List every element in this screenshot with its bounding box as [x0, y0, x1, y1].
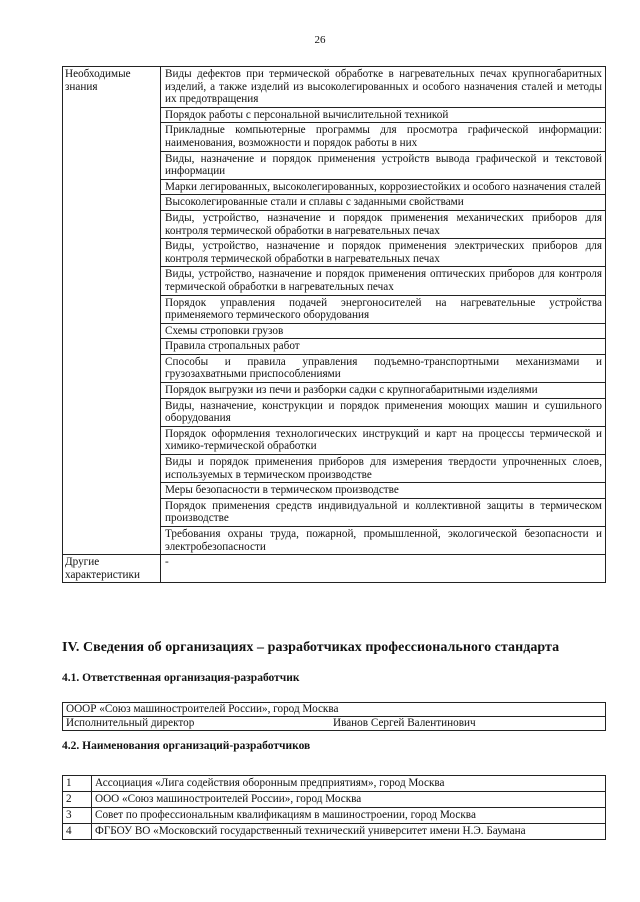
org-signatory-row: [63, 717, 606, 731]
knowledge-label: Необходимые знания: [63, 67, 161, 555]
org-signatory: [63, 717, 606, 731]
other-characteristics-label: Другие характеристики: [63, 555, 161, 583]
knowledge-row: [63, 67, 606, 108]
developer-number: 4: [63, 824, 92, 840]
developer-name: Ассоциация «Лига содействия оборонным предприятиям», город Москва: [92, 776, 606, 792]
knowledge-item: Прикладные компьютерные программы для просмотра графической информации: наименования, возможности и порядок работы в них: [161, 123, 606, 151]
signatory-position: Исполнительный директор: [66, 717, 195, 729]
knowledge-item: Порядок выгрузки из печи и разборки садки с крупногабаритными изделиями: [161, 383, 606, 399]
developer-name: ООО «Союз машиностроителей России», город Москва: [92, 792, 606, 808]
knowledge-item: Виды, назначение, конструкции и порядок применения моющих машин и сушильного оборудования: [161, 398, 606, 426]
knowledge-item: Виды, назначение и порядок применения устройств вывода графической и текстовой информации: [161, 151, 606, 179]
developers-table: [62, 775, 606, 840]
knowledge-item: Схемы строповки грузов: [161, 323, 606, 339]
knowledge-item: Требования охраны труда, пожарной, промышленной, экологической безопасности и электробезопасности: [161, 527, 606, 555]
developer-row: [63, 792, 606, 808]
knowledge-item: Виды и порядок применения приборов для измерения твердости упрочненных слоев, используемых в термическом производстве: [161, 455, 606, 483]
knowledge-item: Высоколегированные стали и сплавы с заданными свойствами: [161, 195, 606, 211]
knowledge-item: Виды, устройство, назначение и порядок применения оптических приборов для контроля термической обработки в нагревательных печах: [161, 267, 606, 295]
org-name-row: [63, 703, 606, 717]
knowledge-item: Порядок управления подачей энергоносителей на нагревательные устройства применяемого термического оборудования: [161, 295, 606, 323]
subsection-title-developers: 4.2. Наименования организаций-разработчиков: [62, 740, 311, 752]
developer-row: [63, 776, 606, 792]
knowledge-item: Виды, устройство, назначение и порядок применения механических приборов для контроля термической обработки в нагревательных печах: [161, 210, 606, 238]
signatory-name: Иванов Сергей Валентинович: [333, 717, 476, 729]
knowledge-item: Марки легированных, высоколегированных, коррозиестойких и особого назначения сталей: [161, 179, 606, 195]
knowledge-item: Меры безопасности в термическом производстве: [161, 483, 606, 499]
knowledge-item: Правила стропальных работ: [161, 339, 606, 355]
knowledge-item: Виды, устройство, назначение и порядок применения электрических приборов для контроля термической обработки в нагревательных печах: [161, 239, 606, 267]
knowledge-item: Способы и правила управления подъемно-транспортными механизмами и грузозахватными приспособлениями: [161, 354, 606, 382]
developer-number: 3: [63, 808, 92, 824]
developer-number: 2: [63, 792, 92, 808]
section-title: IV. Сведения об организациях – разработчиках профессионального стандарта: [62, 640, 560, 655]
knowledge-table: [62, 66, 606, 583]
other-characteristics-row: [63, 555, 606, 583]
knowledge-item: Порядок работы с персональной вычислительной техникой: [161, 107, 606, 123]
developer-row: [63, 824, 606, 840]
knowledge-item: Порядок оформления технологических инструкций и карт на процессы термической и химико-термической обработки: [161, 426, 606, 454]
developer-number: 1: [63, 776, 92, 792]
developer-name: Совет по профессиональным квалификациям в машиностроении, город Москва: [92, 808, 606, 824]
subsection-title-responsible: 4.1. Ответственная организация-разработчик: [62, 672, 300, 684]
knowledge-item: Порядок применения средств индивидуальной и коллективной защиты в термическом производстве: [161, 498, 606, 526]
responsible-org-table: [62, 702, 606, 731]
org-name: ОООР «Союз машиностроителей России», город Москва: [63, 703, 606, 717]
developer-name: ФГБОУ ВО «Московский государственный технический университет имени Н.Э. Баумана: [92, 824, 606, 840]
other-characteristics-value: -: [161, 555, 606, 583]
knowledge-item: Виды дефектов при термической обработке в нагревательных печах крупногабаритных изделий, а также изделий из высоколегированных и особого назначения сталей и методы их предотвращения: [161, 67, 606, 108]
developer-row: [63, 808, 606, 824]
page-number: 26: [314, 34, 326, 46]
